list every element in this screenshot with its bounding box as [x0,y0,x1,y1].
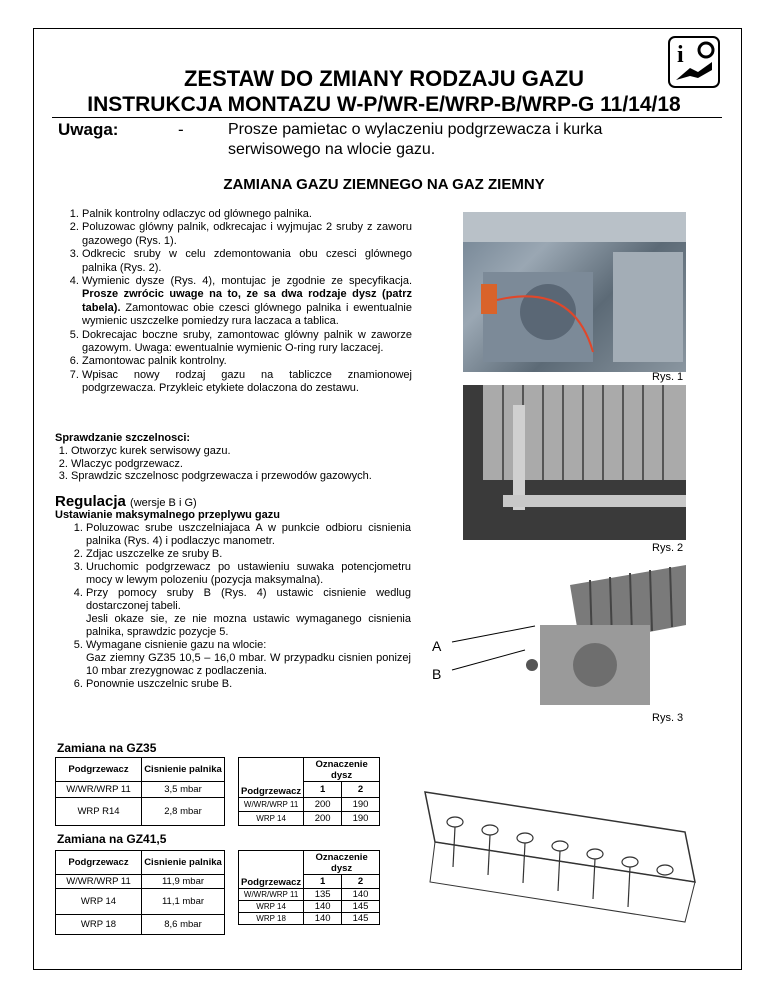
step-item: 2. Poluzowac glówny palnik, odkrecajac i wyjmujac 2 sruby z zaworu gazowego (Rys. 1). [82,221,412,248]
check-item: 3. Sprawdzic szczelnosc podgrzewacza i przewodów gazowych. [71,470,451,483]
title-line-1: ZESTAW DO ZMIANY RODZAJU GAZU [183,66,585,91]
gz415-pressure-table: Podgrzewacz Cisnienie palnika W/WR/WRP 11 11,9 mbar WRP 14 11,1 mbar WRP 18 8,6 mbar [55,850,225,935]
gz35-nozzle-table: Podgrzewacz Oznaczenie dysz 1 2 W/WR/WRP 11 200 190 WRP 14 200 190 [238,757,380,826]
step-item: 1. Palnik kontrolny odlaczyc od glównego palnika. [82,208,412,221]
reg-step-item: 1. Poluzowac srube uszczelniajaca A w punkcie odbioru cisnienia palnika (Rys. 4) i podlaczyc manometr. [86,522,411,548]
label-b: B [432,666,442,682]
step-warning: Prosze zwrócic uwage na to, ze sa dwa rodzaje dysz (patrz tabela). [82,288,412,314]
step-item: 7. Wpisac nowy rodzaj gazu na tabliczce znamionowej podgrzewacza. Przykleic etykiete dolaczona do zestawu. [82,369,412,396]
conversion-steps [60,208,412,396]
reg-step-item: 4. Przy pomocy sruby B (Rys. 4) ustawic cisnienie wedlug dostarczonej tabeli. Jesli okaze sie, ze nie mozna ustawic wymaganego cisnienia palnika, sprawdzic pozycje 5. [86,587,411,639]
svg-text:i: i [677,42,684,68]
gz415-title: Zamiana na GZ41,5 [57,832,167,846]
step-item: 4. Wymienic dysze (Rys. 4), montujac je zgodnie ze specyfikacja. Prosze zwrócic uwage na to, ze sa dwa rodzaje dysz (patrz tabela). Zamontowac obie czesci glównego palnika i ewentualnie wymienic uszczelke pomiedzy rura laczaca a tablica. [82,275,412,329]
caption-rys-3: Rys. 3 [652,712,684,724]
gz35-pressure-table: Podgrzewacz Cisnienie palnika W/WR/WRP 11 3,5 mbar WRP R14 2,8 mbar [55,757,225,826]
check-item: 2. Wlaczyc podgrzewacz. [71,458,451,471]
reg-step-item: 6. Ponownie uszczelnic srube B. [86,678,411,691]
note-label: Uwaga: [58,120,119,139]
step-item: 5. Dokrecajac boczne sruby, zamontowac glówny palnik w zaworze gazowym. Uwaga: ewentualnie wymienic O-ring rury laczacej. [82,329,412,356]
regulation-subtitle: Ustawianie maksymalnego przeplywu gazu [55,509,280,521]
reg-step-item: 2. Zdjac uszczelke ze sruby B. [86,548,411,561]
caption-rys-1: Rys. 1 [652,371,684,383]
note-dash: - [178,120,184,139]
photo-rys-1 [463,212,686,372]
photo-rys-2 [463,385,686,540]
note-text: Prosze pamietac o wylaczeniu podgrzewacza i kurka serwisowego na wlocie gazu. [228,121,603,158]
pointer-lines [440,620,550,690]
reg-step-item: 3. Uruchomic podgrzewacz po ustawieniu suwaka potencjometru mocy w lewym polozeniu (pozycja maksymalna). [86,561,411,587]
leak-check-title: Sprawdzanie szczelnosci: [55,432,191,444]
regulation-heading: Regulacja (wersje B i G) [55,493,197,510]
caption-rys-2: Rys. 2 [652,542,684,554]
leak-check-list [55,445,451,483]
gz415-nozzle-table: Podgrzewacz Oznaczenie dysz 1 2 W/WR/WRP 11 135 140 WRP 14 140 145 WRP 18 140 145 [238,850,380,925]
label-a: A [432,638,442,654]
step-item: 6. Zamontowac palnik kontrolny. [82,355,412,368]
check-item: 1. Otworzyc kurek serwisowy gazu. [71,445,451,458]
nozzle-drawing [415,772,705,942]
title-line-2: INSTRUKCJA MONTAZU W-P/WR-E/WRP-B/WRP-G 11/14/18 [87,93,681,116]
step-item: 3. Odkrecic sruby w celu zdemontowania obu czesci glównego palnika (Rys. 2). [82,248,412,275]
regulation-steps [64,522,411,691]
gz35-title: Zamiana na GZ35 [57,741,157,755]
reg-step-item: 5. Wymagane cisnienie gazu na wlocie: Gaz ziemny GZ35 10,5 – 16,0 mbar. W przypadku cisnien ponizej 10 mbar zrezygnowac z podlaczenia. [86,639,411,678]
section-title: ZAMIANA GAZU ZIEMNEGO NA GAZ ZIEMNY [223,176,545,193]
title-divider [52,117,722,118]
